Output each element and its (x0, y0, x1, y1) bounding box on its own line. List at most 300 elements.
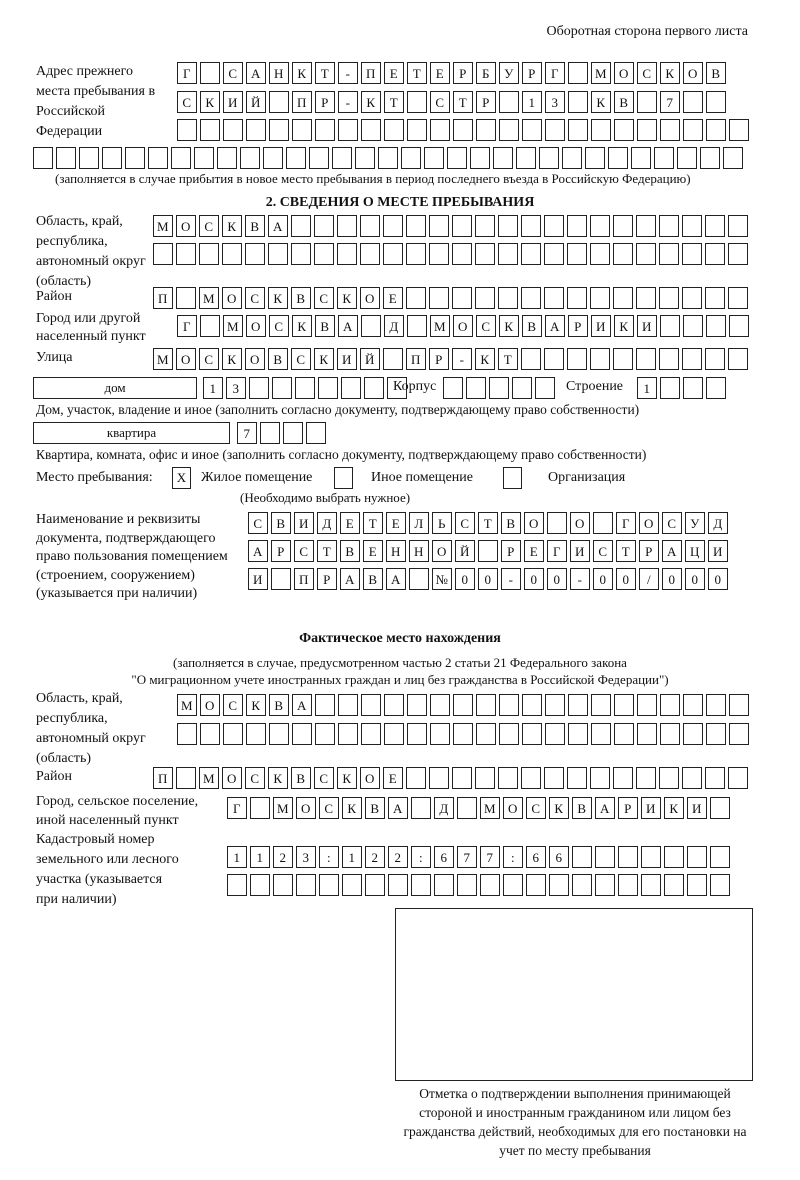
char-cell[interactable]: И (294, 512, 314, 534)
char-cell[interactable] (682, 287, 702, 309)
char-cell[interactable] (545, 694, 565, 716)
char-cell[interactable] (223, 723, 243, 745)
char-cell[interactable] (200, 315, 220, 337)
char-cell[interactable] (498, 767, 518, 789)
char-cell[interactable] (568, 694, 588, 716)
char-cell[interactable] (545, 119, 565, 141)
char-cell[interactable]: О (432, 540, 452, 562)
char-cell[interactable]: 3 (226, 377, 246, 399)
char-cell[interactable] (332, 147, 352, 169)
char-cell[interactable] (407, 315, 427, 337)
char-cell[interactable] (240, 147, 260, 169)
char-cell[interactable]: М (153, 215, 173, 237)
char-cell[interactable]: Н (386, 540, 406, 562)
char-cell[interactable]: 7 (457, 846, 477, 868)
char-cell[interactable]: № (432, 568, 452, 590)
char-cell[interactable] (568, 91, 588, 113)
char-cell[interactable]: Е (524, 540, 544, 562)
char-cell[interactable] (249, 377, 269, 399)
char-cell[interactable]: Р (568, 315, 588, 337)
char-cell[interactable] (522, 119, 542, 141)
char-cell[interactable] (522, 723, 542, 745)
char-cell[interactable] (430, 723, 450, 745)
char-cell[interactable] (33, 147, 53, 169)
char-cell[interactable]: 0 (593, 568, 613, 590)
char-cell[interactable]: О (176, 215, 196, 237)
char-cell[interactable] (171, 147, 191, 169)
char-cell[interactable]: П (406, 348, 426, 370)
char-cell[interactable] (660, 694, 680, 716)
char-cell[interactable]: П (292, 91, 312, 113)
char-cell[interactable] (56, 147, 76, 169)
char-cell[interactable] (710, 797, 730, 819)
char-cell[interactable] (567, 243, 587, 265)
char-cell[interactable] (384, 694, 404, 716)
char-cell[interactable] (729, 315, 749, 337)
char-cell[interactable]: 1 (227, 846, 247, 868)
char-cell[interactable]: Р (317, 568, 337, 590)
char-cell[interactable]: Д (434, 797, 454, 819)
char-cell[interactable] (567, 348, 587, 370)
char-cell[interactable]: Г (547, 540, 567, 562)
char-cell[interactable]: Р (618, 797, 638, 819)
char-cell[interactable] (493, 147, 513, 169)
char-cell[interactable] (659, 243, 679, 265)
char-cell[interactable] (476, 119, 496, 141)
char-cell[interactable]: В (522, 315, 542, 337)
char-cell[interactable]: 7 (480, 846, 500, 868)
char-cell[interactable] (489, 377, 509, 399)
char-cell[interactable] (705, 348, 725, 370)
char-cell[interactable] (273, 874, 293, 896)
char-cell[interactable]: Й (455, 540, 475, 562)
char-cell[interactable] (516, 147, 536, 169)
char-cell[interactable] (567, 215, 587, 237)
char-cell[interactable] (499, 119, 519, 141)
char-cell[interactable] (710, 846, 730, 868)
char-cell[interactable] (383, 215, 403, 237)
char-cell[interactable]: 6 (549, 846, 569, 868)
char-cell[interactable]: С (294, 540, 314, 562)
char-cell[interactable] (292, 119, 312, 141)
char-cell[interactable] (272, 377, 292, 399)
char-cell[interactable] (660, 315, 680, 337)
char-cell[interactable]: В (271, 512, 291, 534)
char-cell[interactable] (406, 767, 426, 789)
char-cell[interactable] (706, 91, 726, 113)
char-cell[interactable]: 6 (434, 846, 454, 868)
char-cell[interactable]: И (641, 797, 661, 819)
char-cell[interactable] (388, 874, 408, 896)
char-cell[interactable]: К (337, 767, 357, 789)
char-cell[interactable] (199, 243, 219, 265)
char-cell[interactable]: А (268, 215, 288, 237)
char-cell[interactable] (250, 874, 270, 896)
char-cell[interactable] (319, 874, 339, 896)
char-cell[interactable]: - (452, 348, 472, 370)
char-cell[interactable]: Г (177, 62, 197, 84)
char-cell[interactable]: Т (384, 91, 404, 113)
char-cell[interactable] (200, 119, 220, 141)
char-cell[interactable] (591, 723, 611, 745)
char-cell[interactable] (637, 694, 657, 716)
char-cell[interactable] (687, 846, 707, 868)
char-cell[interactable] (595, 846, 615, 868)
char-cell[interactable]: С (637, 62, 657, 84)
char-cell[interactable] (659, 767, 679, 789)
char-cell[interactable]: М (273, 797, 293, 819)
char-cell[interactable]: Б (476, 62, 496, 84)
char-cell[interactable] (618, 846, 638, 868)
char-cell[interactable] (286, 147, 306, 169)
char-cell[interactable] (263, 147, 283, 169)
char-cell[interactable]: Т (407, 62, 427, 84)
char-cell[interactable]: М (177, 694, 197, 716)
char-cell[interactable] (409, 568, 429, 590)
char-cell[interactable]: И (591, 315, 611, 337)
char-cell[interactable] (383, 243, 403, 265)
char-cell[interactable] (342, 874, 362, 896)
char-cell[interactable]: Т (453, 91, 473, 113)
char-cell[interactable] (682, 215, 702, 237)
char-cell[interactable]: К (475, 348, 495, 370)
char-cell[interactable] (562, 147, 582, 169)
char-cell[interactable] (434, 874, 454, 896)
char-cell[interactable]: С (199, 215, 219, 237)
char-cell[interactable] (637, 91, 657, 113)
char-cell[interactable] (677, 147, 697, 169)
char-cell[interactable] (200, 723, 220, 745)
char-cell[interactable] (544, 287, 564, 309)
char-cell[interactable] (637, 723, 657, 745)
char-cell[interactable] (315, 119, 335, 141)
char-cell[interactable]: В (365, 797, 385, 819)
char-cell[interactable] (291, 215, 311, 237)
char-cell[interactable]: В (572, 797, 592, 819)
char-cell[interactable]: 2 (365, 846, 385, 868)
char-cell[interactable] (544, 243, 564, 265)
char-cell[interactable]: О (524, 512, 544, 534)
char-cell[interactable]: 1 (203, 377, 223, 399)
char-cell[interactable] (407, 91, 427, 113)
char-cell[interactable] (268, 243, 288, 265)
char-cell[interactable] (361, 315, 381, 337)
char-cell[interactable]: Д (317, 512, 337, 534)
char-cell[interactable]: Л (409, 512, 429, 534)
char-cell[interactable]: А (248, 540, 268, 562)
char-cell[interactable] (296, 874, 316, 896)
char-cell[interactable]: 0 (547, 568, 567, 590)
char-cell[interactable]: П (294, 568, 314, 590)
char-cell[interactable]: А (662, 540, 682, 562)
char-cell[interactable] (728, 215, 748, 237)
char-cell[interactable] (710, 874, 730, 896)
char-cell[interactable]: - (338, 91, 358, 113)
char-cell[interactable]: С (291, 348, 311, 370)
char-cell[interactable] (457, 797, 477, 819)
char-cell[interactable] (591, 119, 611, 141)
char-cell[interactable]: Т (363, 512, 383, 534)
char-cell[interactable] (466, 377, 486, 399)
char-cell[interactable]: А (388, 797, 408, 819)
char-cell[interactable] (360, 243, 380, 265)
char-cell[interactable]: С (223, 62, 243, 84)
char-cell[interactable] (452, 287, 472, 309)
char-cell[interactable] (429, 287, 449, 309)
char-cell[interactable]: Н (269, 62, 289, 84)
char-cell[interactable] (271, 568, 291, 590)
char-cell[interactable]: К (246, 694, 266, 716)
char-cell[interactable]: М (430, 315, 450, 337)
char-cell[interactable]: 2 (388, 846, 408, 868)
char-cell[interactable] (544, 348, 564, 370)
char-cell[interactable]: Т (498, 348, 518, 370)
char-cell[interactable]: О (245, 348, 265, 370)
char-cell[interactable] (361, 119, 381, 141)
char-cell[interactable] (641, 874, 661, 896)
char-cell[interactable]: С (245, 287, 265, 309)
char-cell[interactable] (567, 287, 587, 309)
char-cell[interactable] (498, 215, 518, 237)
char-cell[interactable]: Н (409, 540, 429, 562)
char-cell[interactable] (728, 287, 748, 309)
char-cell[interactable] (590, 348, 610, 370)
char-cell[interactable]: М (223, 315, 243, 337)
char-cell[interactable] (568, 62, 588, 84)
char-cell[interactable] (544, 215, 564, 237)
char-cell[interactable] (636, 215, 656, 237)
char-cell[interactable] (636, 767, 656, 789)
char-cell[interactable] (223, 119, 243, 141)
char-cell[interactable] (148, 147, 168, 169)
residential-checkbox[interactable]: X (172, 467, 191, 489)
char-cell[interactable] (705, 243, 725, 265)
char-cell[interactable] (705, 767, 725, 789)
char-cell[interactable] (194, 147, 214, 169)
char-cell[interactable]: 1 (250, 846, 270, 868)
char-cell[interactable]: О (360, 287, 380, 309)
char-cell[interactable] (153, 243, 173, 265)
char-cell[interactable]: - (570, 568, 590, 590)
char-cell[interactable] (729, 694, 749, 716)
char-cell[interactable] (636, 287, 656, 309)
char-cell[interactable] (429, 767, 449, 789)
char-cell[interactable]: Г (545, 62, 565, 84)
char-cell[interactable] (246, 119, 266, 141)
char-cell[interactable] (660, 119, 680, 141)
char-cell[interactable]: А (545, 315, 565, 337)
char-cell[interactable] (568, 723, 588, 745)
char-cell[interactable]: : (503, 846, 523, 868)
char-cell[interactable] (512, 377, 532, 399)
char-cell[interactable]: 0 (708, 568, 728, 590)
char-cell[interactable] (338, 119, 358, 141)
char-cell[interactable]: Ц (685, 540, 705, 562)
char-cell[interactable] (217, 147, 237, 169)
char-cell[interactable]: О (296, 797, 316, 819)
char-cell[interactable]: М (480, 797, 500, 819)
char-cell[interactable]: Р (476, 91, 496, 113)
char-cell[interactable]: Й (246, 91, 266, 113)
char-cell[interactable]: 0 (662, 568, 682, 590)
char-cell[interactable] (636, 243, 656, 265)
char-cell[interactable]: Т (478, 512, 498, 534)
char-cell[interactable]: Р (453, 62, 473, 84)
char-cell[interactable] (401, 147, 421, 169)
char-cell[interactable] (659, 287, 679, 309)
char-cell[interactable]: А (292, 694, 312, 716)
char-cell[interactable]: 7 (660, 91, 680, 113)
char-cell[interactable] (406, 215, 426, 237)
char-cell[interactable] (499, 694, 519, 716)
char-cell[interactable] (475, 243, 495, 265)
char-cell[interactable] (337, 243, 357, 265)
char-cell[interactable]: Й (360, 348, 380, 370)
char-cell[interactable]: А (340, 568, 360, 590)
char-cell[interactable]: В (315, 315, 335, 337)
char-cell[interactable] (424, 147, 444, 169)
char-cell[interactable]: 2 (273, 846, 293, 868)
char-cell[interactable]: В (363, 568, 383, 590)
char-cell[interactable]: К (342, 797, 362, 819)
char-cell[interactable] (728, 243, 748, 265)
char-cell[interactable] (341, 377, 361, 399)
char-cell[interactable] (613, 287, 633, 309)
char-cell[interactable] (590, 287, 610, 309)
char-cell[interactable] (568, 119, 588, 141)
char-cell[interactable]: 0 (524, 568, 544, 590)
char-cell[interactable]: Р (429, 348, 449, 370)
char-cell[interactable]: Е (383, 767, 403, 789)
char-cell[interactable]: Т (616, 540, 636, 562)
char-cell[interactable] (453, 723, 473, 745)
char-cell[interactable] (706, 694, 726, 716)
char-cell[interactable] (314, 215, 334, 237)
char-cell[interactable]: М (591, 62, 611, 84)
char-cell[interactable] (475, 767, 495, 789)
char-cell[interactable] (383, 348, 403, 370)
char-cell[interactable] (429, 215, 449, 237)
char-cell[interactable] (407, 723, 427, 745)
char-cell[interactable] (498, 243, 518, 265)
char-cell[interactable]: С (314, 767, 334, 789)
char-cell[interactable]: Т (317, 540, 337, 562)
char-cell[interactable]: 7 (237, 422, 257, 444)
char-cell[interactable] (378, 147, 398, 169)
char-cell[interactable]: В (245, 215, 265, 237)
char-cell[interactable] (453, 694, 473, 716)
char-cell[interactable] (706, 315, 726, 337)
char-cell[interactable] (521, 348, 541, 370)
char-cell[interactable] (447, 147, 467, 169)
char-cell[interactable] (79, 147, 99, 169)
char-cell[interactable]: 1 (342, 846, 362, 868)
char-cell[interactable] (521, 767, 541, 789)
char-cell[interactable] (535, 377, 555, 399)
char-cell[interactable] (176, 287, 196, 309)
char-cell[interactable]: С (526, 797, 546, 819)
char-cell[interactable] (664, 846, 684, 868)
char-cell[interactable]: Д (708, 512, 728, 534)
char-cell[interactable] (269, 91, 289, 113)
char-cell[interactable] (125, 147, 145, 169)
char-cell[interactable]: М (199, 287, 219, 309)
char-cell[interactable] (361, 694, 381, 716)
char-cell[interactable]: Ь (432, 512, 452, 534)
char-cell[interactable] (572, 874, 592, 896)
char-cell[interactable]: О (503, 797, 523, 819)
char-cell[interactable] (315, 723, 335, 745)
char-cell[interactable]: С (245, 767, 265, 789)
char-cell[interactable] (549, 874, 569, 896)
char-cell[interactable] (683, 119, 703, 141)
char-cell[interactable] (706, 377, 726, 399)
char-cell[interactable]: - (501, 568, 521, 590)
char-cell[interactable] (637, 119, 657, 141)
char-cell[interactable]: 6 (526, 846, 546, 868)
char-cell[interactable]: П (153, 287, 173, 309)
char-cell[interactable]: Е (363, 540, 383, 562)
char-cell[interactable]: С (319, 797, 339, 819)
char-cell[interactable] (260, 422, 280, 444)
char-cell[interactable]: В (501, 512, 521, 534)
char-cell[interactable]: О (222, 767, 242, 789)
char-cell[interactable]: О (176, 348, 196, 370)
char-cell[interactable]: Д (384, 315, 404, 337)
char-cell[interactable] (246, 723, 266, 745)
char-cell[interactable] (478, 540, 498, 562)
char-cell[interactable] (365, 874, 385, 896)
char-cell[interactable]: 3 (545, 91, 565, 113)
char-cell[interactable]: Г (616, 512, 636, 534)
char-cell[interactable] (475, 287, 495, 309)
char-cell[interactable]: О (222, 287, 242, 309)
char-cell[interactable]: В (340, 540, 360, 562)
char-cell[interactable] (470, 147, 490, 169)
char-cell[interactable] (729, 119, 749, 141)
char-cell[interactable] (176, 243, 196, 265)
char-cell[interactable]: 0 (455, 568, 475, 590)
char-cell[interactable] (406, 243, 426, 265)
char-cell[interactable]: В (291, 767, 311, 789)
char-cell[interactable]: С (223, 694, 243, 716)
char-cell[interactable]: И (637, 315, 657, 337)
char-cell[interactable]: П (153, 767, 173, 789)
char-cell[interactable]: С (314, 287, 334, 309)
char-cell[interactable] (407, 694, 427, 716)
char-cell[interactable] (476, 723, 496, 745)
char-cell[interactable] (595, 874, 615, 896)
char-cell[interactable] (572, 846, 592, 868)
char-cell[interactable]: И (223, 91, 243, 113)
char-cell[interactable] (476, 694, 496, 716)
char-cell[interactable] (443, 377, 463, 399)
char-cell[interactable] (355, 147, 375, 169)
char-cell[interactable]: О (683, 62, 703, 84)
char-cell[interactable]: В (614, 91, 634, 113)
char-cell[interactable] (452, 243, 472, 265)
char-cell[interactable] (177, 119, 197, 141)
char-cell[interactable] (687, 874, 707, 896)
char-cell[interactable] (430, 694, 450, 716)
char-cell[interactable] (618, 874, 638, 896)
house-type-field[interactable]: дом (33, 377, 197, 399)
char-cell[interactable]: Г (177, 315, 197, 337)
char-cell[interactable]: К (361, 91, 381, 113)
char-cell[interactable] (660, 377, 680, 399)
char-cell[interactable] (200, 62, 220, 84)
char-cell[interactable] (102, 147, 122, 169)
